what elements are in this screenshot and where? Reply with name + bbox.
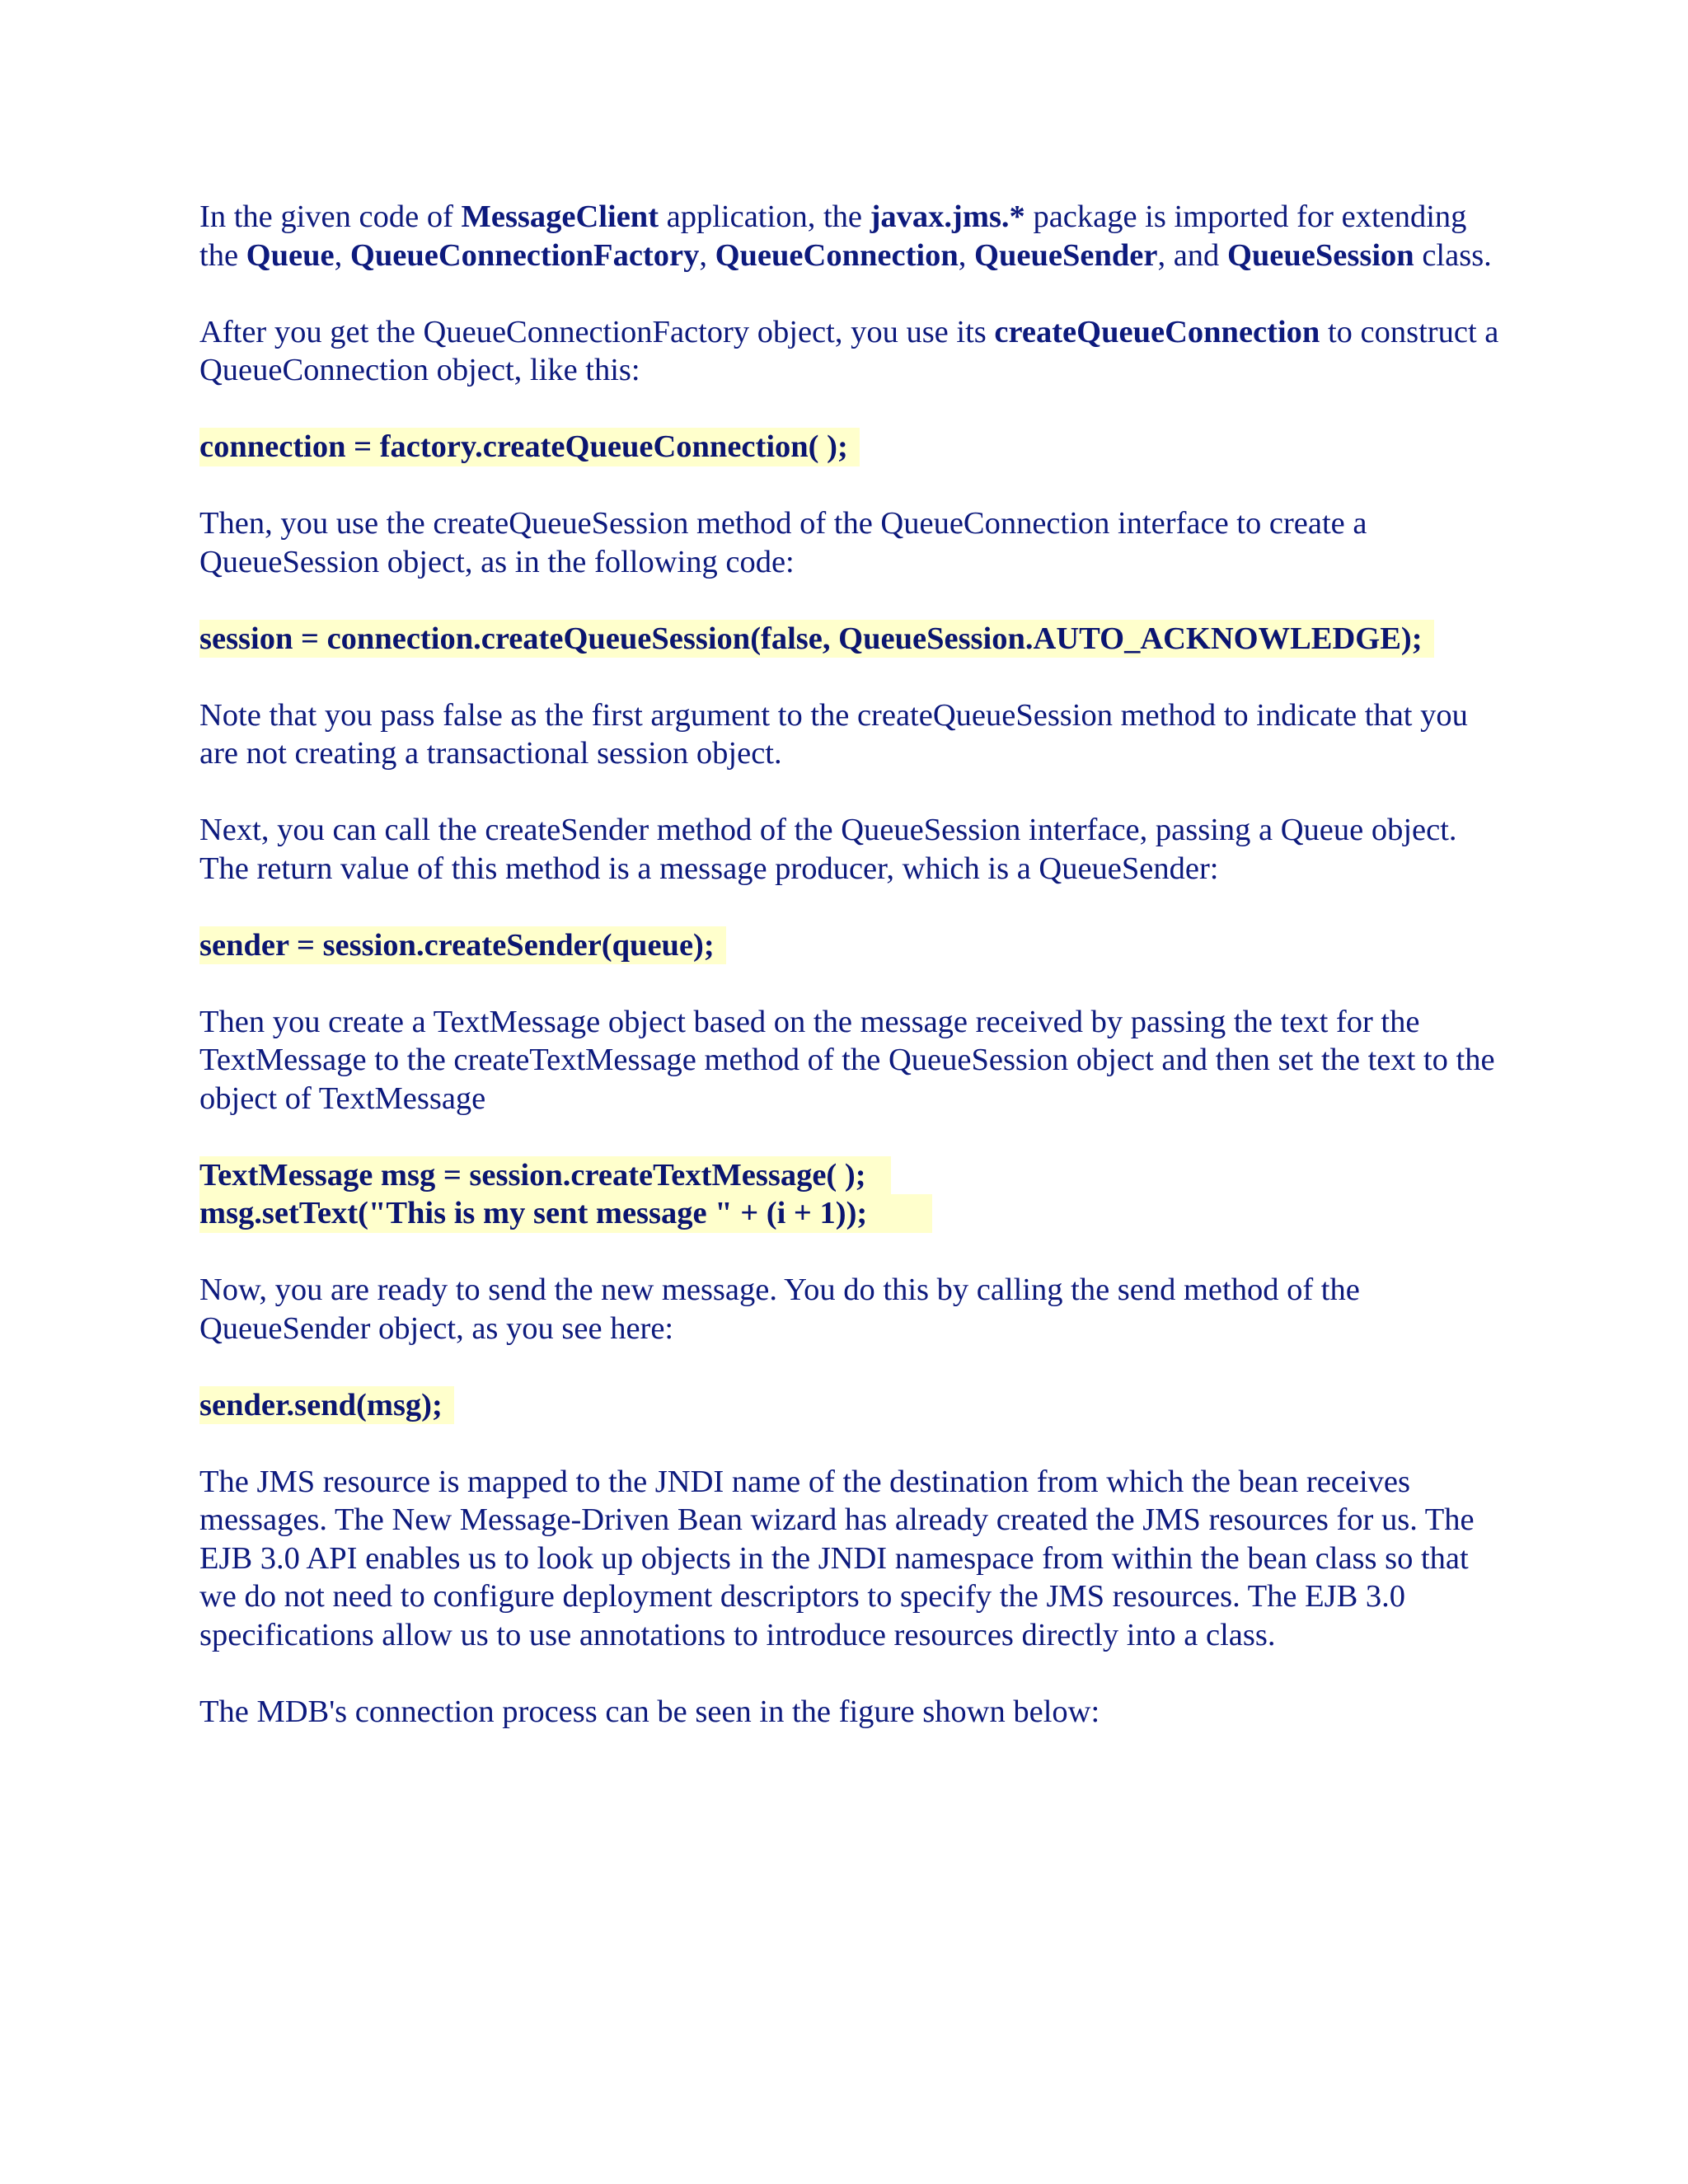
paragraph-send-message: Now, you are ready to send the new message. You do this by calling the send method of the QueueSender object, as you see here: (199, 1272, 1360, 1346)
code-line: connection = factory.createQueueConnection( ); (199, 428, 860, 466)
paragraph-create-sender: Next, you can call the createSender method of the QueueSession interface, passing a Queue object. The return value of this method is a message producer, which is a QueueSender: (199, 813, 1457, 886)
document-page (199, 198, 1510, 1769)
code-line: msg.setText("This is my sent message " + (i + 1)); (199, 1194, 932, 1233)
code-line: session = connection.createQueueSession(false, QueueSession.AUTO_ACKNOWLEDGE); (199, 620, 1434, 658)
code-snippet-sender (199, 926, 1510, 965)
paragraph-create-session: Then, you use the createQueueSession method of the QueueConnection interface to create a QueueSession object, as in the following code: (199, 506, 1367, 579)
paragraph-intro: In the given code of MessageClient application, the javax.jms.* package is imported for extending the Queue, QueueConnectionFactory, QueueConnection, QueueSender, and QueueSession class. (199, 199, 1492, 273)
code-line: sender = session.createSender(queue); (199, 926, 726, 965)
code-snippet-send (199, 1386, 1510, 1425)
code-snippet-session (199, 620, 1510, 658)
term-queuesession: QueueSession (1226, 237, 1414, 273)
code-snippet-text-message (199, 1156, 1510, 1233)
paragraph-jms-resource: The JMS resource is mapped to the JNDI name of the destination from which the bean receives messages. The New Message-Driven Bean wizard has already created the JMS resources for us. The EJB 3.0 API enables us to look up objects in the JNDI namespace from within the bean class so that we do not need to configure deployment descriptors to specify the JMS resources. The EJB 3.0 specifications allow us to use annotations to introduce resources directly into a class. (199, 1464, 1475, 1652)
term-queueconnectionfactory: QueueConnectionFactory (349, 237, 700, 273)
paragraph-mdb-figure-intro: The MDB's connection process can be seen in the figure shown below: (199, 1694, 1100, 1729)
code-line: sender.send(msg); (199, 1386, 454, 1425)
paragraph-text-message: Then you create a TextMessage object based on the message received by passing the text for the TextMessage to the createTextMessage method of the QueueSession object and then set the text to the object of TextMessage (199, 1004, 1495, 1116)
term-messageclient: MessageClient (461, 199, 659, 234)
code-snippet-connection (199, 428, 1510, 466)
term-queueconnection: QueueConnection (715, 237, 959, 273)
paragraph-create-connection: After you get the QueueConnectionFactory object, you use its createQueueConnection to construct a QueueConnection object, like this: (199, 314, 1499, 387)
code-line: TextMessage msg = session.createTextMessage( ); (199, 1156, 891, 1195)
term-queue: Queue (246, 237, 335, 273)
term-javax-jms: javax.jms.* (870, 199, 1025, 234)
paragraph-transaction-note: Note that you pass false as the first argument to the createQueueSession method to indicate that you are not creating a transactional session object. (199, 697, 1468, 771)
term-queuesender: QueueSender (974, 237, 1158, 273)
term-createqueueconnection: createQueueConnection (994, 314, 1320, 349)
